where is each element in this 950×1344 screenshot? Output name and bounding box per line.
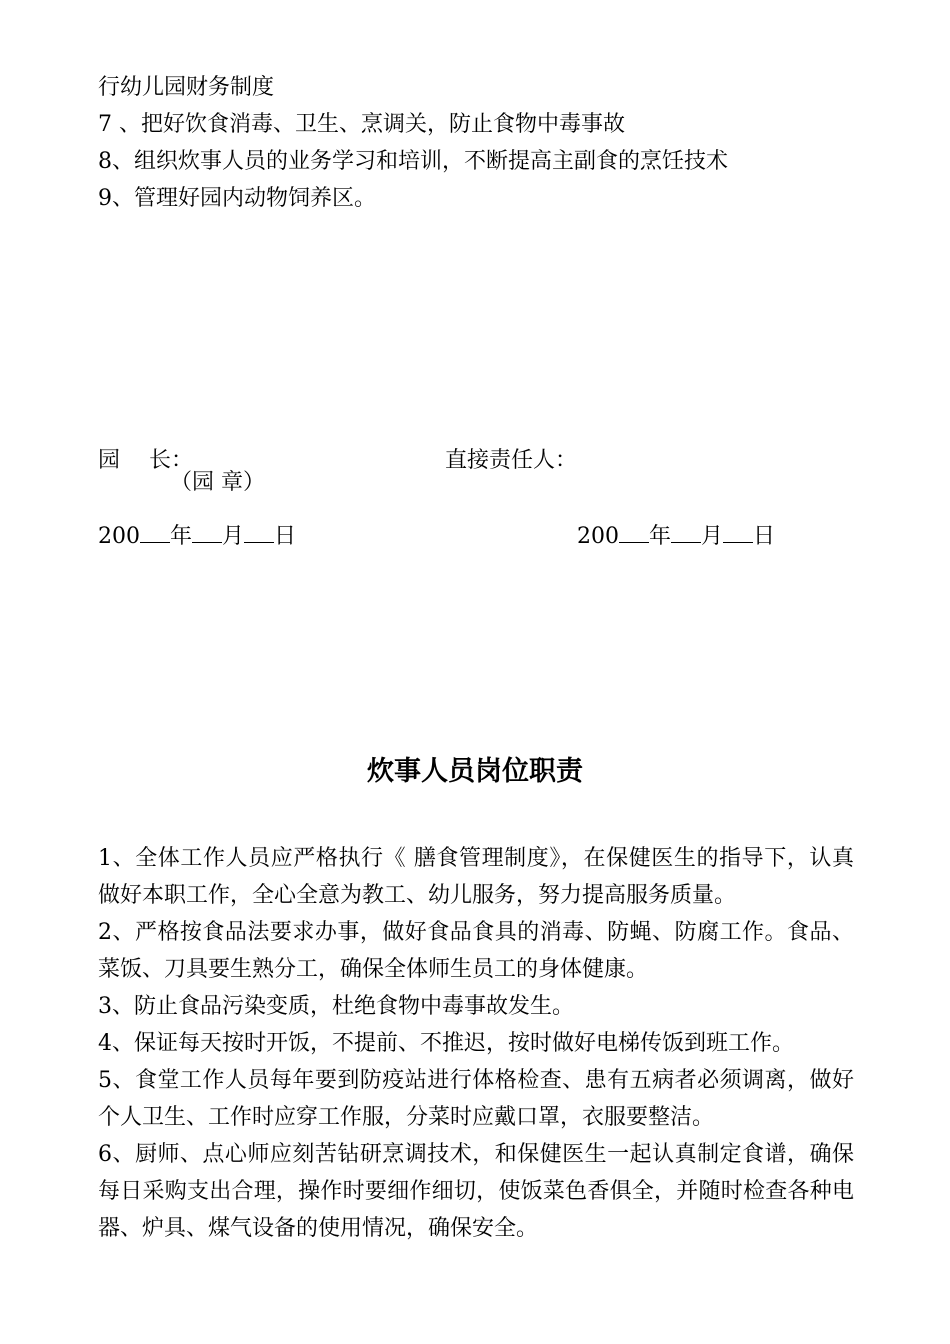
month-label: 月: [222, 524, 245, 549]
text-line: 7 、把好饮食消毒、卫生、烹调关，防止食物中毒事故: [98, 112, 625, 137]
text-line: 8、组织炊事人员的业务学习和培训，不断提高主副食的烹饪技术: [98, 149, 728, 174]
month-blank: [671, 522, 701, 543]
date-prefix: 200: [577, 524, 619, 549]
section-title: 炊事人员岗位职责: [367, 756, 583, 787]
duty-item: 6、厨师、点心师应刻苦钻研烹调技术，和保健医生一起认真制定食谱，确保每日采购支出合理，操作时要细作细切，使饭菜色香俱全，并随时检查各种电器、炉具、煤气设备的使用情况，确保安全。: [98, 1142, 854, 1241]
date-right: [577, 522, 775, 550]
year-blank: [619, 522, 649, 543]
duty-item: 3、防止食品污染变质，杜绝食物中毒事故发生。: [98, 994, 574, 1019]
seal-label: （园 章）: [170, 470, 265, 495]
text-line: 9、管理好园内动物饲养区。: [98, 186, 376, 211]
year-label: 年: [170, 524, 193, 549]
responsible-person-label: 直接责任人：: [445, 448, 578, 473]
year-label: 年: [649, 524, 672, 549]
day-label: 日: [753, 524, 776, 549]
duty-item: 1、全体工作人员应严格执行《 膳食管理制度》，在保健医生的指导下，认真做好本职工作，全心全意为教工、幼儿服务，努力提高服务质量。: [98, 846, 854, 908]
year-blank: [140, 522, 170, 543]
duty-item: 2、严格按食品法要求办事，做好食品食具的消毒、防蝇、防腐工作。食品、菜饭、刀具要生熟分工，确保全体师生员工的身体健康。: [98, 920, 854, 982]
duty-item: 5、食堂工作人员每年要到防疫站进行体格检查、患有五病者必须调离，做好个人卫生、工作时应穿工作服，分菜时应戴口罩，衣服要整洁。: [98, 1068, 854, 1130]
duty-item: 4、保证每天按时开饭，不提前、不推迟，按时做好电梯传饭到班工作。: [98, 1031, 794, 1056]
day-blank: [723, 522, 753, 543]
date-prefix: 200: [98, 524, 140, 549]
principal-label: 园 长：: [98, 448, 193, 473]
month-label: 月: [701, 524, 724, 549]
day-label: 日: [274, 524, 297, 549]
month-blank: [192, 522, 222, 543]
date-left: [98, 522, 296, 550]
day-blank: [244, 522, 274, 543]
text-line: 行幼儿园财务制度: [98, 75, 275, 100]
